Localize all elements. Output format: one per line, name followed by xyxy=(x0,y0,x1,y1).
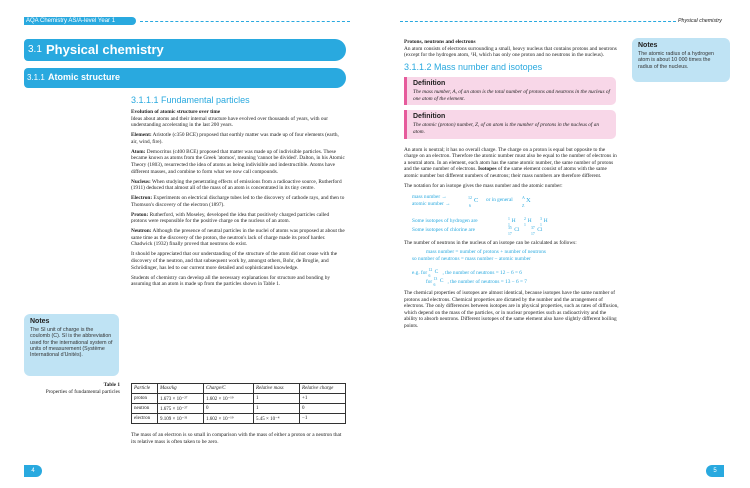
definition-box-atomic-number xyxy=(404,110,616,138)
table-label: Table 1 xyxy=(103,382,120,388)
table-cell: 1.675 × 10⁻²⁷ xyxy=(158,404,204,414)
page-number-right: 5 xyxy=(706,465,724,477)
formula-line-1: mass number = number of protons + number of neutrons xyxy=(426,249,546,256)
table-cell: proton xyxy=(132,394,158,404)
carbon-atomic-number: 6 xyxy=(469,202,471,208)
running-header-right: Physical chemistry xyxy=(678,18,722,24)
pne-paragraph: An atom consists of electrons surrounding a small, heavy nucleus that contains protons and neutrons (except for the hydrogen atom, ¹H, which has only one proton and no neutrons in the nucleus). xyxy=(404,45,617,59)
table-cell: 0 xyxy=(300,404,346,414)
table-caption xyxy=(24,382,120,395)
chlorine-isotopes-line xyxy=(412,227,620,237)
hydrogen-isotopes-line xyxy=(412,218,620,227)
general-z: Z xyxy=(522,202,525,208)
notes-box-right xyxy=(632,38,730,82)
isotope-notation: 3 1 H xyxy=(540,216,548,227)
table-row xyxy=(132,404,346,414)
right-column xyxy=(404,39,620,333)
neutron-calc-paragraph: The number of neutrons in the nucleus of an isotope can be calculated as follows: xyxy=(404,239,577,246)
neutral-atom-paragraph: An atom is neutral; it has no overall charge. The charge on a proton is equal but opposite to the charge on an electron. Therefore the atomic number must also be equal to the number of electrons in a neutral atom. In an element, each atom has the same atomic number, the same number of protons and the same number of electrons. Isotopes of the same element consist of atoms with the same atomic number but different numbers of neutrons; their mass numbers are therefore different. xyxy=(404,146,617,179)
table-header-cell: Relative charge xyxy=(300,384,346,394)
definition-body: The atomic (proton) number, Z, of an atom is the number of protons in the nucleus of an atom. xyxy=(413,122,600,135)
table-cell: 1.602 × 10⁻¹⁹ xyxy=(204,414,254,424)
isotope-notation: 2 1 H xyxy=(524,216,532,227)
subsection-title: Atomic structure xyxy=(48,72,121,82)
notes-body: The SI unit of charge is the coulomb (C). SI is the abbreviation used for the international system of units of measurement (Système International d'Unités). xyxy=(30,327,113,359)
mass-number-label: mass number → xyxy=(412,193,447,200)
element-paragraph: Element: Aristotle (c350 BCE) proposed that earthly matter was made up of four elements (earth, air, wind, fire). xyxy=(131,132,339,145)
table-cell: neutron xyxy=(132,404,158,414)
isotope-notation-block xyxy=(412,194,620,212)
general-a: A xyxy=(522,194,525,200)
table-cell: electron xyxy=(132,414,158,424)
page-number-left: 4 xyxy=(24,465,42,477)
example-line-2: for 13 6 C , the number of neutrons = 13 − 6 = 7 xyxy=(426,276,527,287)
definition-body: The mass number, A, of an atom is the total number of protons and neutrons in the nucleus of one atom of the element. xyxy=(413,89,610,102)
table-header-cell: Charge/C xyxy=(204,384,254,394)
isotope-notation: 12 6 C xyxy=(428,268,439,279)
isotope-notation: 35 17 Cl xyxy=(508,225,520,236)
notation-paragraph: The notation for an isotope gives the mass number and the atomic number: xyxy=(404,182,563,189)
table-row xyxy=(132,394,346,404)
fundamental-heading: 3.1.1.1 Fundamental particles xyxy=(131,95,250,105)
notes-title: Notes xyxy=(30,318,50,325)
table-cell: 1 xyxy=(254,394,300,404)
table-cell: +1 xyxy=(300,394,346,404)
isotope-notation: 37 17 Cl xyxy=(531,225,543,236)
atom-paragraph: Atom: Democritus (c400 BCE) proposed that matter was made up of indivisible particles. These became known as atoms from the Greek 'atomos', meaning 'cannot be divided'. Dalton, in his Atomic Theory (1803), resurrected the idea of atoms as being indivisible and indestructible. Atoms have different masses, and combine to form what we now call compounds. xyxy=(131,148,345,175)
notes-box-left xyxy=(24,314,119,376)
neutron-paragraph: Neutron: Although the presence of neutral particles in the nuclei of atoms was proposed at about the same time as the discovery of the proton, the neutron's lack of charge made its proof harder. Chadwick (1932) finally proved that neutrons do exist. xyxy=(131,228,345,248)
table-cell: 1 xyxy=(254,404,300,414)
table-cell: −1 xyxy=(300,414,346,424)
mass-isotopes-heading: 3.1.1.2 Mass number and isotopes xyxy=(404,62,543,73)
fundamental-particles-table xyxy=(131,383,346,424)
notes-title: Notes xyxy=(638,42,658,49)
appreciate-paragraph: It should be appreciated that our understanding of the structure of the atom did not cease with the discovery of the neutron, and that subsequent work by, amongst others, Bohr, de Broglie, and Schrödinger, has led to our current more detailed and sophisticated knowledge. xyxy=(131,251,338,271)
chemical-properties-paragraph: The chemical properties of isotopes are almost identical, because isotopes have the same number of protons and electrons. Chemical properties are dictated by the number and the arrangement of electrons. The only differences between isotopes are in physical properties, such as rates of diffusion, which depend on the mass of the particles, or in nuclear properties such as radioactivity and the ability to absorb neutrons. Different isotopes of the same element also have slightly different boiling points. xyxy=(404,289,619,329)
running-header-left: AQA Chemistry AS/A-level Year 1 xyxy=(24,17,136,25)
hydrogen-isotopes-label: Some isotopes of hydrogen are xyxy=(412,217,478,224)
subsection-number: 3.1.1 xyxy=(27,73,45,82)
subsection-banner xyxy=(24,68,346,88)
nucleus-paragraph: Nucleus: When studying the penetrating effects of emissions from a radioactive source, Rutherford (1911) deduced that almost all of the mass of an atom is concentrated in its tiny centre. xyxy=(131,178,342,192)
evolution-subheading: Evolution of atomic structure over time xyxy=(131,109,221,115)
section-banner xyxy=(24,39,346,61)
table-header-row xyxy=(132,384,346,394)
chlorine-isotopes-label: Some isotopes of chlorine are xyxy=(412,226,475,233)
carbon-symbol: C xyxy=(474,196,479,204)
pne-heading: Protons, neutrons and electrons xyxy=(404,39,476,45)
electron-paragraph: Electron: Experiments on electrical discharge tubes led to the discovery of cathode rays, and then to Thomson's discovery of the electron (1897). xyxy=(131,195,345,208)
table-header-cell: Particle xyxy=(132,384,158,394)
section-title: Physical chemistry xyxy=(46,42,164,57)
definition-title: Definition xyxy=(413,113,446,121)
table-cell: 9.109 × 10⁻³¹ xyxy=(158,414,204,424)
isotope-notation: 1 1 H xyxy=(508,216,516,227)
atomic-number-label: atomic number → xyxy=(412,200,451,207)
definition-title: Definition xyxy=(413,80,446,88)
table-header-cell: Relative mass xyxy=(254,384,300,394)
table-caption-text: Properties of fundamental particles xyxy=(45,388,120,395)
example-line-1: e.g. for 12 6 C , the number of neutrons = 12 − 6 = 6 xyxy=(412,268,522,279)
header-rule-left xyxy=(140,21,350,22)
notes-body: The atomic radius of a hydrogen atom is about 10 000 times the radius of the nucleus. xyxy=(638,51,714,70)
electron-mass-paragraph: The mass of an electron is so small in comparison with the mass of either a proton or a neutron that its relative mass is often taken to be zero. xyxy=(131,432,342,445)
fundamental-particles-section xyxy=(131,95,346,291)
table-row xyxy=(132,414,346,424)
general-symbol: X xyxy=(526,196,531,204)
carbon-mass-number: 12 xyxy=(468,194,472,200)
students-paragraph: Students of chemistry can develop all the necessary explanations for structure and bonding by assuming that an atom is made up from the particles shown in Table 1. xyxy=(131,274,331,288)
table-cell: 1.602 × 10⁻¹⁹ xyxy=(204,394,254,404)
section-number: 3.1 xyxy=(28,44,42,55)
table-cell: 5.45 × 10⁻⁴ xyxy=(254,414,300,424)
table-cell: 1.673 × 10⁻²⁷ xyxy=(158,394,204,404)
proton-paragraph: Proton: Rutherford, with Moseley, developed the idea that positively charged particles called protons were responsible for the positive charge on the nucleus of an atom. xyxy=(131,211,330,225)
formula-line-2: so number of neutrons = mass number − atomic number xyxy=(412,256,531,263)
intro-paragraph: Ideas about atoms and their internal structure have evolved over thousands of years, with our understanding accelerating in the last 200 years. xyxy=(131,115,328,129)
or-general-label: or in general xyxy=(486,196,513,203)
header-rule-right xyxy=(400,21,676,22)
isotope-notation: 13 6 C xyxy=(433,276,444,287)
definition-box-mass-number xyxy=(404,77,616,105)
table-cell: 0 xyxy=(204,404,254,414)
table-header-cell: Mass/kg xyxy=(158,384,204,394)
